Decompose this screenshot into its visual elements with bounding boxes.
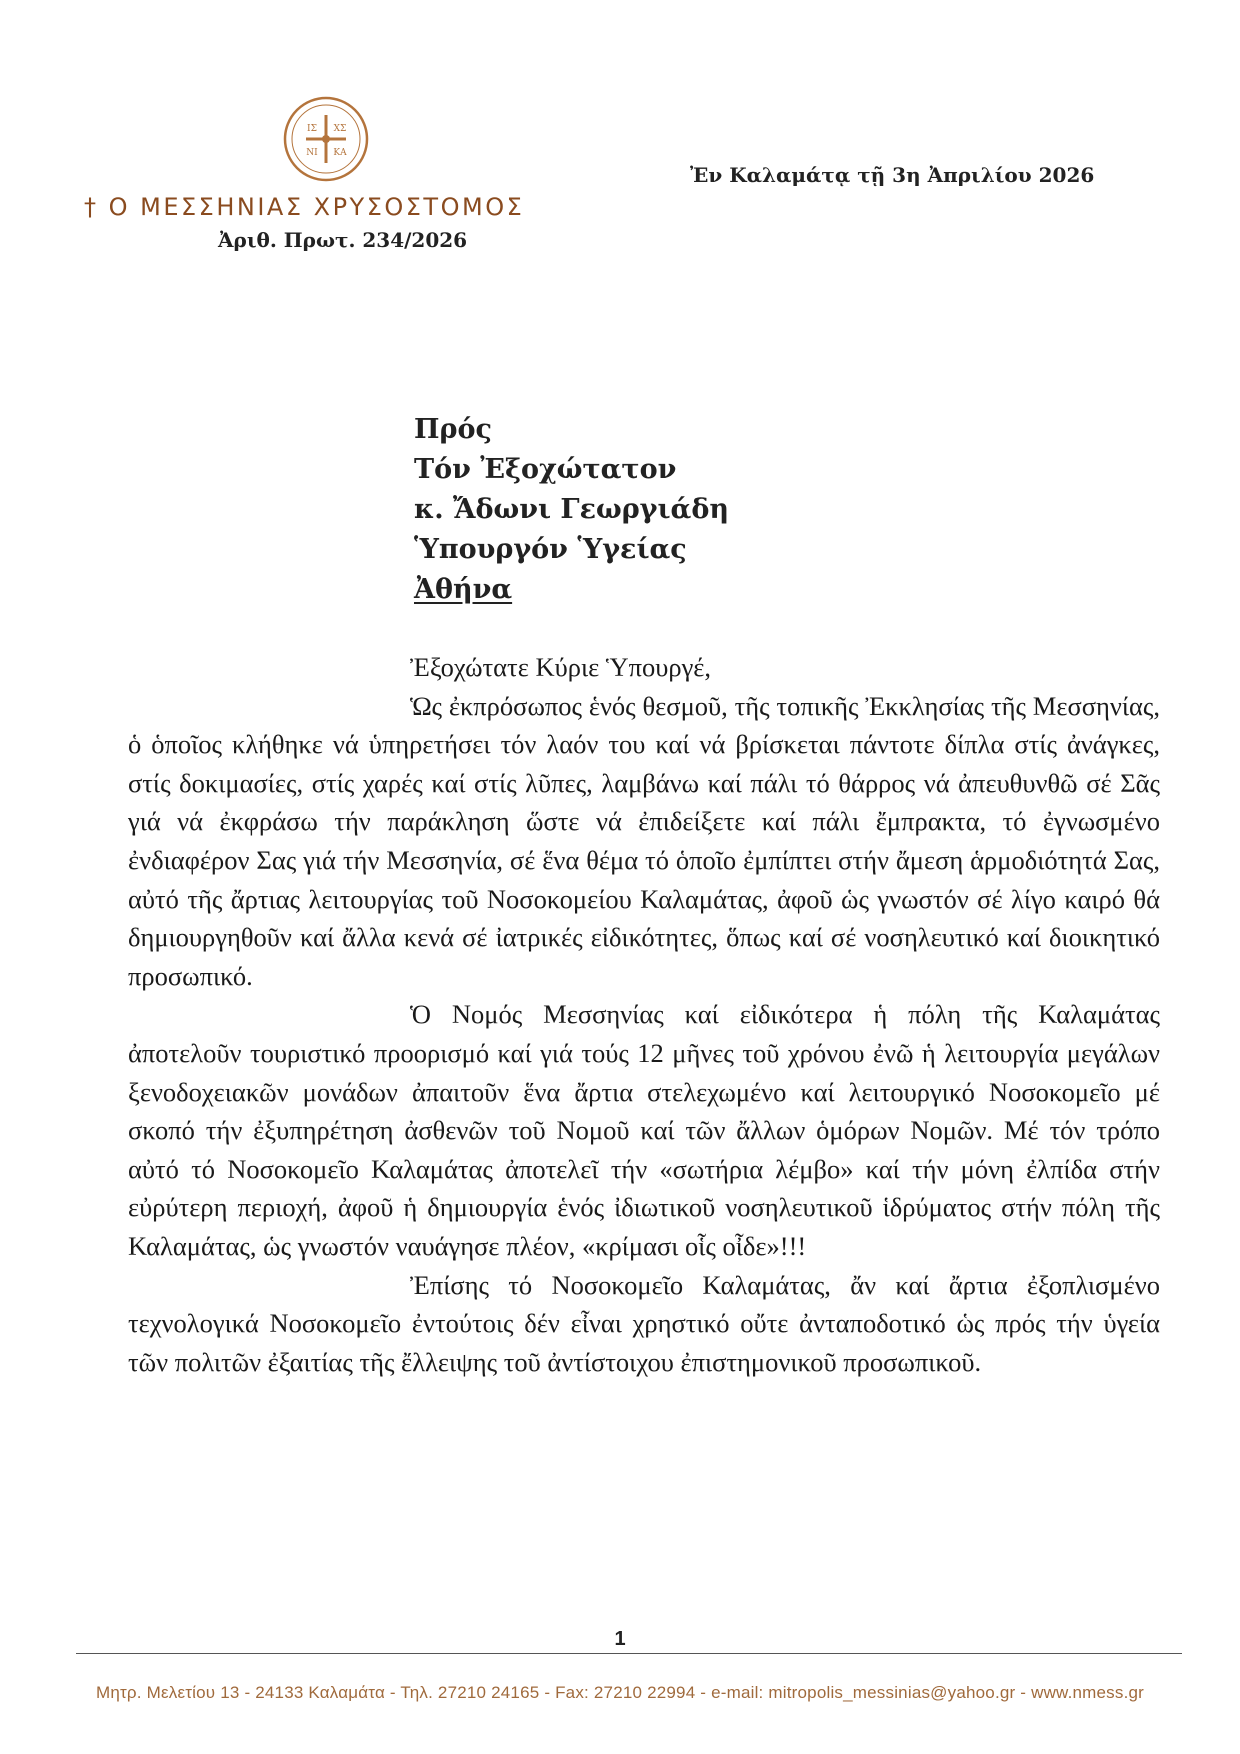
protocol-number: Ἀριθ. Πρωτ. 234/2026 [218,228,468,252]
seal-text-2: ΧΣ [333,124,347,134]
recipient-to: Πρός [414,414,492,445]
seal-text-1: ΙΣ [307,124,317,134]
page-number: 1 [614,1628,626,1650]
letter-paragraph: Ὁ Νομός Μεσσηνίας καί εἰδικότερα ἡ πόλη τῆς Καλαμάτας ἀποτελοῦν τουριστικό προορισμό καί γιά τούς 12 μῆνες τοῦ χρόνου ἐνῶ ἡ λειτουργία μεγάλων ξενοδοχειακῶν μονάδων ἀπαιτοῦν ἕνα ἄρτια στελεχωμένο καί λειτουργικό Νοσοκομεῖο μέ σκοπό τήν ἐξυπηρέτηση ἀσθενῶν τοῦ Νομοῦ καί τῶν ἄλλων ὁμόρων Νομῶν. Μέ τόν τρόπο αὐτό τό Νοσοκομεῖο Καλαμάτας ἀποτελεῖ τήν «σωτήρια λέμβο» καί τήν μόνη ἐλπίδα στήν εὐρύτερη περιοχή, ἀφοῦ ἡ δημιουργία ἑνός ἰδιωτικοῦ νοσηλευτικοῦ ἱδρύματος στήν πόλη τῆς Καλαμάτας, ὡς γνωστόν ναυάγησε πλέον, «κρίμασι οἷς οἶδε»!!! [128,999,1160,1261]
seal-text-3: ΝΙ [306,148,318,158]
letter-date: Ἐν Καλαμάτᾳ τῇ 3η Ἀπριλίου 2026 [690,163,1095,187]
letter-greeting: Ἐξοχώτατε Κύριε Ὑπουργέ, [410,652,712,682]
recipient-position: Ὑπουργόν Ὑγείας [414,534,687,565]
letter-paragraph: Ἐπίσης τό Νοσοκομεῖο Καλαμάτας, ἄν καί ἄρτια ἐξοπλισμένο τεχνολογικά Νοσοκομεῖο ἐντούτοις δέν εἶναι χρηστικό οὔτε ἀνταποδοτικό ὡς πρός τήν ὑγεία τῶν πολιτῶν ἐξαιτίας τῆς ἔλλειψης τοῦ ἀντίστοιχου ἐπιστημονικοῦ προσωπικοῦ. [128,1269,1160,1377]
footer-divider [76,1653,1182,1654]
metropolis-seal [282,95,370,183]
footer-contact: Μητρ. Μελετίου 13 - 24133 Καλαμάτα - Τηλ. 27210 24165 - Fax: 27210 22994 - e-mail: mitropolis_messinias@yahoo.gr - www.nmess.gr [95,1683,1145,1702]
recipient-block [414,410,729,610]
letter-paragraph: Ὡς ἐκπρόσωπος ἑνός θεσμοῦ, τῆς τοπικῆς Ἐκκλησίας τῆς Μεσσηνίας, ὁ ὁποῖος κλήθηκε νά ὑπηρετήσει τόν λαόν του καί νά βρίσκεται πάντοτε δίπλα στίς ἀνάγκες, στίς δοκιμασίες, στίς χαρές καί στίς λῦπες, λαμβάνω καί πάλι τό θάρρος νά ἀπευθυνθῶ σέ Σᾶς γιά νά ἐκφράσω τήν παράκληση ὥστε νά ἐπιδείξετε καί πάλι ἔμπρακτα, τό ἐγνωσμένο ἐνδιαφέρον Σας γιά τήν Μεσσηνία, σέ ἕνα θέμα τό ὁποῖο ἐμπίπτει στήν ἄμεση ἁρμοδιότητά Σας, αὐτό τῆς ἄρτιας λειτουργίας τοῦ Νοσοκομείου Καλαμάτας, ἀφοῦ ὡς γνωστόν σέ λίγο καιρό θά δημιουργηθοῦν καί ἄλλα κενά σέ ἰατρικές εἰδικότητες, ὅπως καί σέ νοσηλευτικό καί διοικητικό προσωπικό. [128,690,1160,991]
letter-body [128,648,1160,1381]
recipient-name: κ. Ἄδωνι Γεωργιάδη [414,494,729,525]
sender-name: † Ο ΜΕΣΣΗΝΙΑΣ ΧΡΥΣΟΣΤΟΜΟΣ [84,193,525,221]
seal-text-4: ΚΑ [333,148,347,158]
recipient-title: Τόν Ἐξοχώτατον [414,454,677,485]
recipient-city: Ἀθήνα [414,574,513,605]
